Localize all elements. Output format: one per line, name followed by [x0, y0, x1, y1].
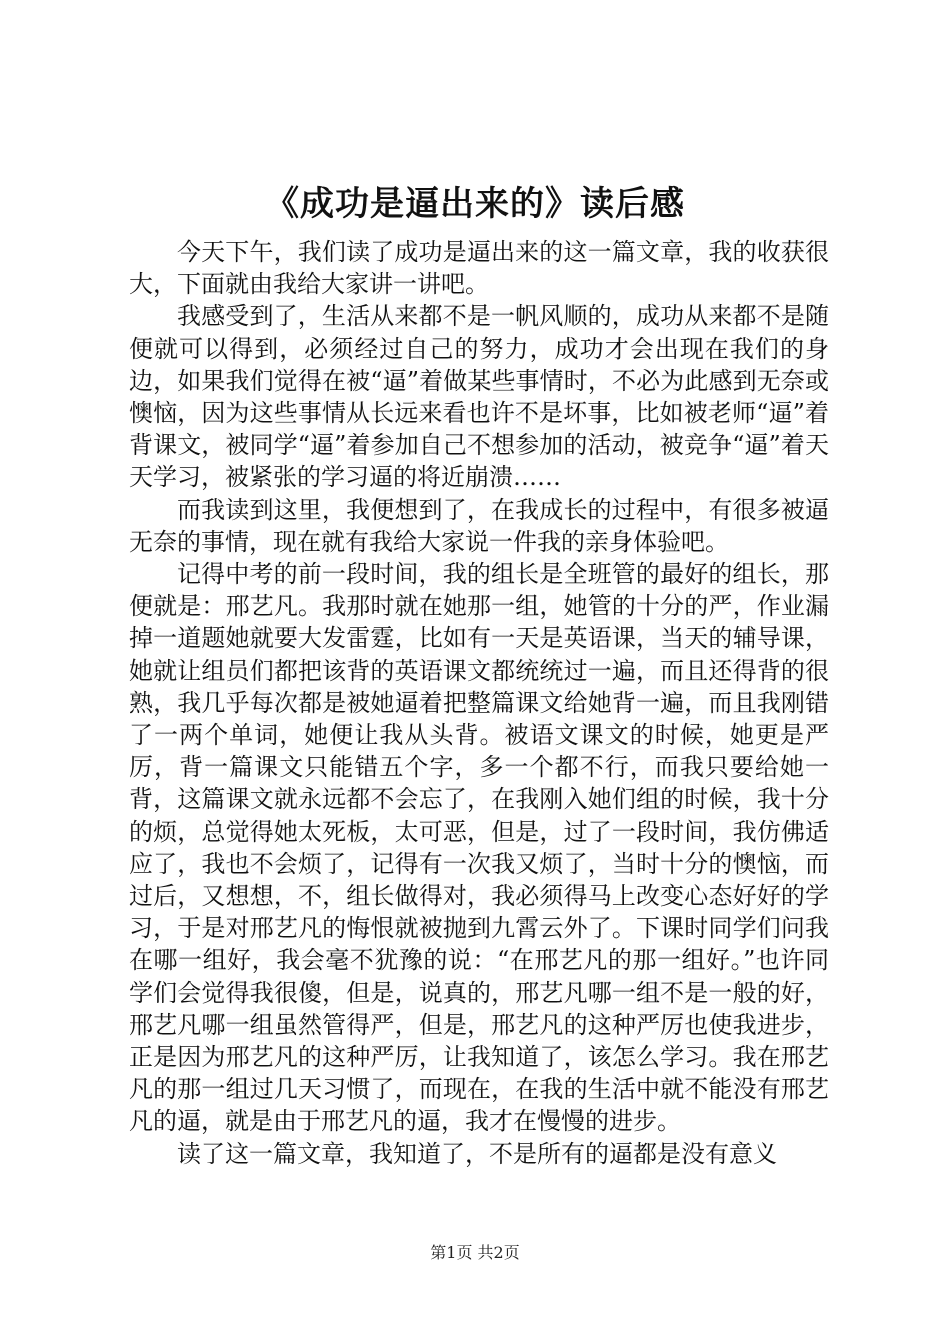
paragraph-1: 今天下午，我们读了成功是逼出来的这一篇文章，我的收获很大，下面就由我给大家讲一讲吧。	[129, 238, 829, 299]
page-footer: 第1页 共2页	[430, 1243, 520, 1262]
document-body	[129, 236, 829, 1170]
paragraph-3: 而我读到这里，我便想到了，在我成长的过程中，有很多被逼无奈的事情，现在就有我给大家说一件我的亲身体验吧。	[129, 495, 829, 556]
paragraph-4: 记得中考的前一段时间，我的组长是全班管的最好的组长，那便就是：邢艺凡。我那时就在她那一组，她管的十分的严，作业漏掉一道题她就要大发雷霆，比如有一天是英语课，当天的辅导课，她就让组员们都把该背的英语课文都统统过一遍，而且还得背的很熟，我几乎每次都是被她逼着把整篇课文给她背一遍，而且我刚错了一两个单词，她便让我从头背。被语文课文的时候，她更是严厉，背一篇课文只能错五个字，多一个都不行，而我只要给她一背，这篇课文就永远都不会忘了，在我刚入她们组的时候，我十分的烦，总觉得她太死板，太可恶，但是，过了一段时间，我仿佛适应了，我也不会烦了，记得有一次我又烦了，当时十分的懊恼，而过后，又想想，不，组长做得对，我必须得马上改变心态好好的学习，于是对邢艺凡的悔恨就被抛到九霄云外了。下课时同学们问我在哪一组好，我会毫不犹豫的说：“在邢艺凡的那一组好。”也许同学们会觉得我很傻，但是，说真的，邢艺凡哪一组不是一般的好，邢艺凡哪一组虽然管得严，但是，邢艺凡的这种严厉也使我进步，正是因为邢艺凡的这种严厉，让我知道了，该怎么学习。我在邢艺凡的那一组过几天习惯了，而现在，在我的生活中就不能没有邢艺凡的逼，就是由于邢艺凡的逼，我才在慢慢的进步。	[129, 560, 829, 1136]
paragraph-2: 我感受到了，生活从来都不是一帆风顺的，成功从来都不是随便就可以得到，必须经过自己的努力，成功才会出现在我们的身边，如果我们觉得在被“逼”着做某些事情时，不必为此感到无奈或懊恼，因为这些事情从长远来看也许不是坏事，比如被老师“逼”着背课文，被同学“逼”着参加自己不想参加的活动，被竞争“逼”着天天学习，被紧张的学习逼的将近崩溃……	[129, 302, 829, 492]
document-title: 《成功是逼出来的》读后感	[265, 184, 685, 224]
paragraph-5: 读了这一篇文章，我知道了，不是所有的逼都是没有意义	[177, 1139, 777, 1168]
